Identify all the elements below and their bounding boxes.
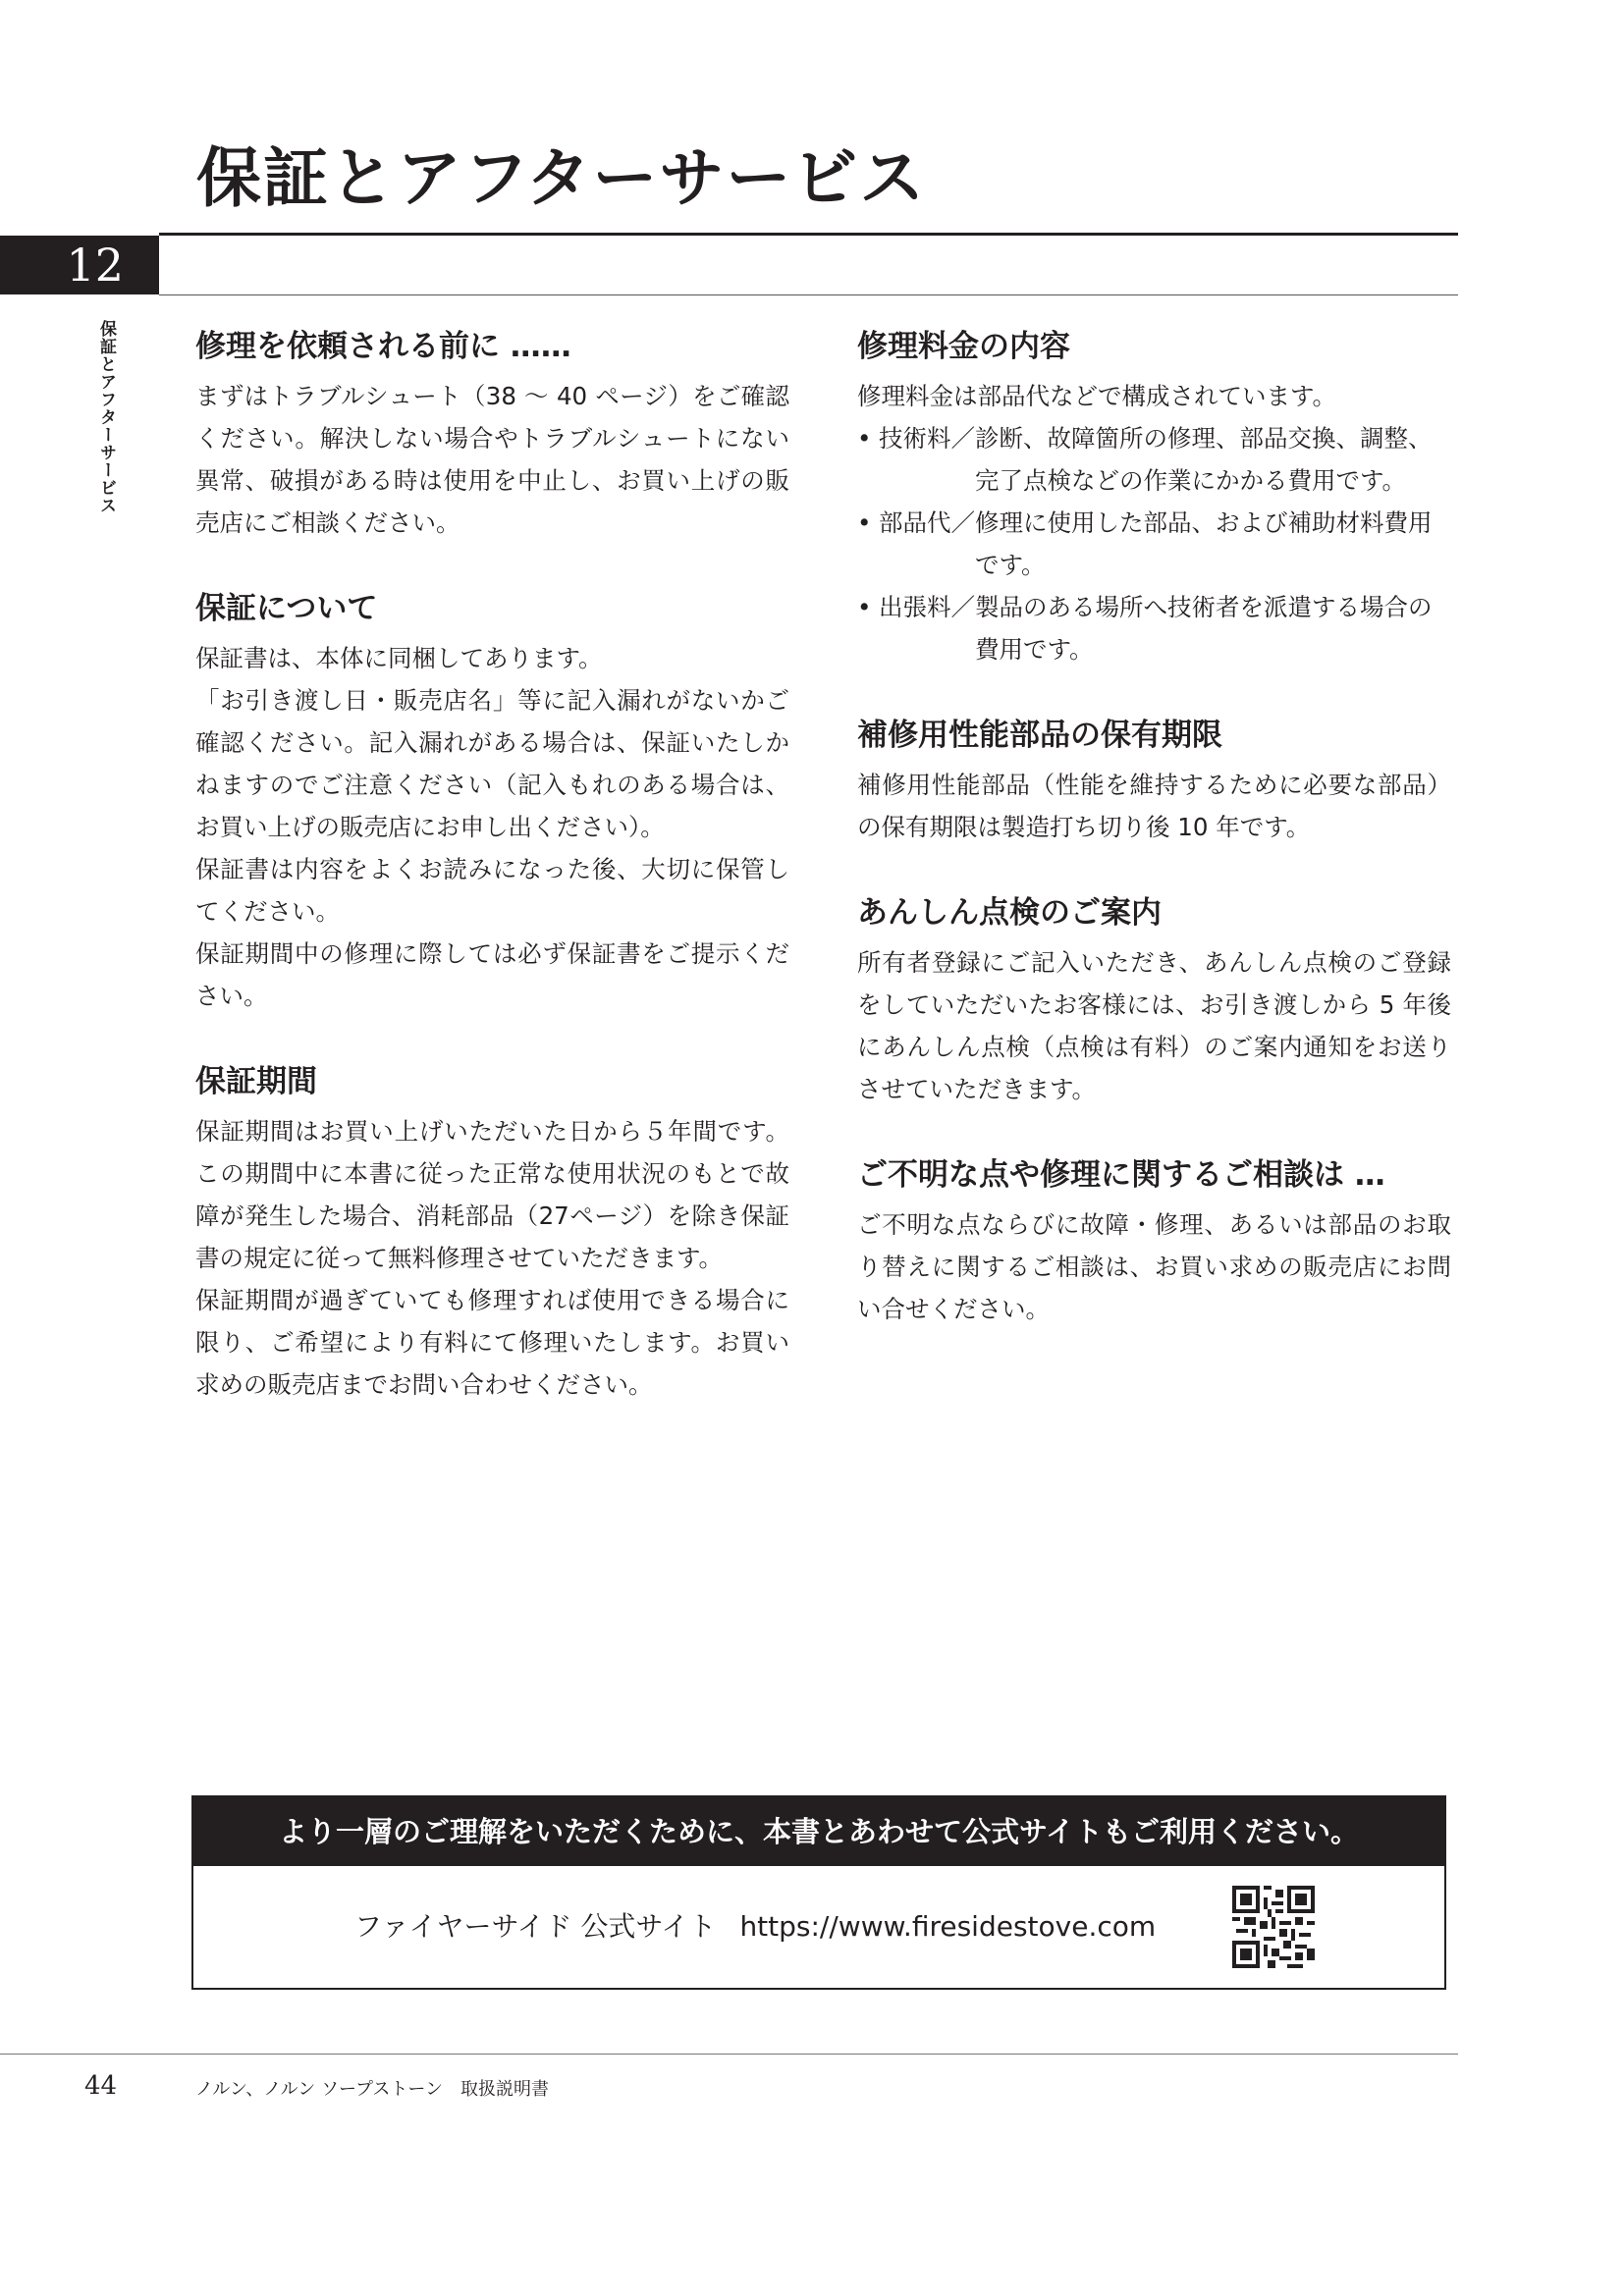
side-tab: 保証とアフターサービス: [96, 320, 116, 514]
section-heading: 保証について: [195, 591, 378, 626]
bullet-desc: 修理に使用した部品、および補助材料費用です。: [975, 508, 1433, 579]
right-column: [857, 324, 1451, 1372]
title-rule: [159, 233, 1458, 236]
paragraph: 「お引き渡し日・販売店名」等に記入漏れがないかご確認ください。記入漏れがある場合は、保証いたしかねますのでご注意ください（記入もれのある場合は、お買い上げの販売店にお申し出ください）。: [195, 686, 789, 841]
bullet-term: 部品代／: [879, 508, 975, 537]
section-heading: 保証期間: [195, 1064, 317, 1099]
fee-list: [857, 417, 1451, 670]
section-heading: 修理を依頼される前に ……: [195, 329, 571, 364]
paragraph: 所有者登録にご記入いただき、あんしん点検のご登録をしていただいたお客様には、お引き渡しから 5 年後にあんしん点検（点検は有料）のご案内通知をお送りさせていただきます。: [857, 948, 1451, 1103]
section-inspection: [857, 890, 1451, 1110]
bullet-term: 技術料／: [879, 424, 975, 453]
paragraph: 補修用性能部品（性能を維持するために必要な部品）の保有期限は製造打ち切り後 10 年です。: [857, 771, 1451, 841]
site-label: ファイヤーサイド 公式サイト: [354, 1910, 717, 1943]
section-heading: あんしん点検のご案内: [857, 895, 1162, 931]
website-info-box: [191, 1795, 1446, 1990]
paragraph: 保証期間中の修理に際しては必ず保証書をご提示ください。: [195, 939, 789, 1010]
paragraph: 保証書は、本体に同梱してあります。: [195, 644, 603, 672]
paragraph: ご不明な点ならびに故障・修理、あるいは部品のお取り替えに関するご相談は、お買い求めの販売店にお問い合せください。: [857, 1210, 1451, 1323]
page-number: 44: [84, 2071, 118, 2101]
list-item: [857, 502, 1451, 586]
paragraph: 保証書は内容をよくお読みになった後、大切に保管してください。: [195, 855, 789, 926]
section-warranty: [195, 586, 789, 1017]
left-column: [195, 324, 789, 1448]
section-repair-fees: [857, 324, 1451, 670]
website-line: [354, 1897, 1156, 1956]
section-heading: 修理料金の内容: [857, 329, 1070, 364]
section-consultation: [857, 1152, 1451, 1330]
paragraph: 修理料金は部品代などで構成されています。: [857, 382, 1337, 410]
chapter-number: 12: [0, 236, 159, 294]
bullet-icon: •: [857, 508, 872, 537]
qr-code-icon[interactable]: [1232, 1886, 1315, 1968]
section-parts-retention: [857, 713, 1451, 848]
section-heading: 補修用性能部品の保有期限: [857, 718, 1222, 753]
paragraph: 保証期間はお買い上げいただいた日から５年間です。この期間中に本書に従った正常な使用状況のもとで故障が発生した場合、消耗部品（27ページ）を除き保証書の規定に従って無料修理させていただきます。: [195, 1117, 789, 1272]
site-url-link[interactable]: https://www.firesidestove.com: [739, 1910, 1157, 1943]
footer-title: ノルン、ノルン ソープストーン 取扱説明書: [195, 2079, 549, 2100]
list-item: [857, 586, 1451, 670]
bullet-term: 出張料／: [879, 593, 975, 621]
bullet-icon: •: [857, 593, 872, 621]
section-heading: ご不明な点や修理に関するご相談は …: [857, 1157, 1385, 1193]
info-box-body: [193, 1866, 1444, 1988]
info-box-header: より一層のご理解をいただくために、本書とあわせて公式サイトもご利用ください。: [193, 1797, 1444, 1866]
paragraph: まずはトラブルシュート（38 ～ 40 ページ）をご確認ください。解決しない場合やトラブルシュートにない異常、破損がある時は使用を中止し、お買い上げの販売店にご相談ください。: [195, 382, 789, 537]
page-title: 保証とアフターサービス: [196, 139, 927, 216]
footer-rule: [0, 2054, 1458, 2055]
bullet-desc: 診断、故障箇所の修理、部品交換、調整、完了点検などの作業にかかる費用です。: [975, 424, 1433, 495]
section-before-repair: [195, 324, 789, 544]
section-warranty-period: [195, 1059, 789, 1406]
paragraph: 保証期間が過ぎていても修理すれば使用できる場合に限り、ご希望により有料にて修理いたします。お買い求めの販売店までお問い合わせください。: [195, 1286, 789, 1399]
bullet-desc: 製品のある場所へ技術者を派遣する場合の費用です。: [975, 593, 1433, 664]
chapter-rule: [159, 294, 1458, 295]
bullet-icon: •: [857, 424, 872, 453]
list-item: [857, 417, 1451, 502]
